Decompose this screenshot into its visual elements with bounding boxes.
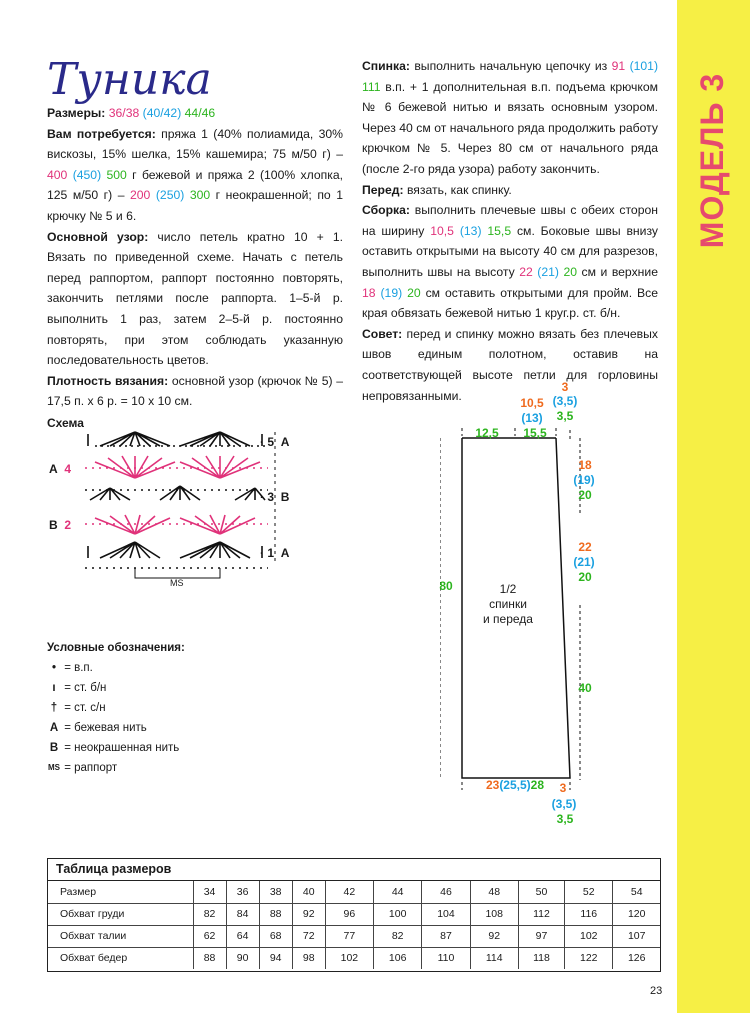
page-number: 23: [650, 985, 663, 997]
scheme-title: Схема: [47, 416, 84, 430]
table-cell: 36: [226, 881, 259, 903]
table-cell: 118: [518, 947, 564, 969]
table-cell: 114: [470, 947, 518, 969]
row-label: Обхват бедер: [48, 947, 193, 969]
dim-armhole-b: (19): [573, 473, 595, 487]
scheme-row-3: [85, 486, 268, 500]
table-cell: 104: [422, 903, 470, 925]
scheme-row-2-label: В 2: [49, 518, 72, 532]
dim-bottom: 23(25,5)28: [485, 778, 545, 792]
materials-paragraph: Вам потребуется: пряжа 1 (40% полиамида, 30% вискозы, 15% шелка, 15% кашемира; 75 м/50 г) – 400 (450) 500 г бежевой и пряжа 2 (100% хлопка, 125 м/50 г) – 200 (250) 300 г неокрашенной; по 1 крючку № 5 и 6.: [47, 126, 344, 223]
legend-item: ı = ст. б/н: [52, 682, 107, 694]
table-cell: 94: [259, 947, 292, 969]
table-cell: 120: [613, 903, 660, 925]
row-label: Размер: [48, 881, 193, 903]
scheme-row-1-label: · 1 А: [260, 546, 290, 560]
size-table-title: Таблица размеров: [48, 859, 660, 881]
table-cell: 42: [325, 881, 373, 903]
model-label: МОДЕЛЬ 3: [694, 72, 731, 248]
legend-title: Условные обозначения:: [47, 642, 185, 654]
table-cell: 82: [374, 925, 422, 947]
scheme-row-5: [88, 432, 265, 446]
table-cell: 90: [226, 947, 259, 969]
legend-item: • = в.п.: [51, 662, 93, 674]
table-cell: 110: [422, 947, 470, 969]
assembly-paragraph: Сборка: выполнить плечевые швы с обеих сторон на ширину 10,5 (13) 15,5 см. Боковые швы внизу оставить открытыми на высоту 40 см для разрезов, выполнить швы на высоту 22 (21) 20 см и верхние 18 (19) 20 см оставить открытыми для пройм. Все края обвязать бежевой нитью 1 круг.р. ст. б/н.: [362, 203, 659, 321]
legend-item: А = бежевая нить: [49, 722, 147, 734]
table-cell: 54: [613, 881, 660, 903]
legend-item: † = ст. с/н: [50, 702, 106, 714]
table-cell: 96: [325, 903, 373, 925]
table-cell: 46: [422, 881, 470, 903]
table-cell: 100: [374, 903, 422, 925]
table-cell: 88: [193, 947, 226, 969]
table-row: [48, 925, 660, 947]
scheme-row-2-pink: [85, 515, 268, 534]
repeat-bracket: [135, 568, 220, 578]
dim-slit: 40: [578, 681, 592, 695]
scheme-row-5-label: · 5 А: [260, 435, 290, 449]
table-cell: 112: [518, 903, 564, 925]
table-cell: 107: [613, 925, 660, 947]
table-cell: 38: [259, 881, 292, 903]
sizes-line: Размеры: 36/38 (40/42) 44/46: [47, 106, 216, 120]
size-table: [47, 858, 661, 972]
diagram-label: 1/2 спинки и переда: [483, 582, 533, 626]
table-cell: 116: [565, 903, 613, 925]
back-paragraph: Спинка: выполнить начальную цепочку из 91 (101) 111 в.п. + 1 дополнительная в.п. подъема крючком № 6 бежевой нитью и вязать основным узором. Через 40 см от начального ряда продолжить работу крючком № 5. Через 80 см от начального ряда (после 2-го ряда узора) работу закончить.: [362, 59, 659, 176]
table-cell: 34: [193, 881, 226, 903]
right-text-column: [362, 56, 658, 406]
table-cell: 52: [565, 881, 613, 903]
dim-side-b: (21): [573, 555, 595, 569]
legend-item: MS = раппорт: [48, 762, 118, 774]
table-cell: 64: [226, 925, 259, 947]
dim-bottom-right-c: 3,5: [556, 812, 574, 826]
table-cell: 92: [470, 925, 518, 947]
table-cell: 62: [193, 925, 226, 947]
table-row: [48, 947, 660, 969]
table-cell: 102: [565, 925, 613, 947]
table-cell: 40: [292, 881, 325, 903]
crochet-scheme: [40, 428, 360, 608]
scheme-row-4-label: А 4: [49, 462, 72, 476]
table-cell: 122: [565, 947, 613, 969]
table-cell: 44: [374, 881, 422, 903]
dim-shoulder-a: 10,5: [520, 396, 544, 410]
table-cell: 72: [292, 925, 325, 947]
row-label: Обхват талии: [48, 925, 193, 947]
dim-top-a: 3: [561, 380, 569, 394]
table-row: [48, 903, 660, 925]
row-label: Обхват груди: [48, 903, 193, 925]
table-cell: 108: [470, 903, 518, 925]
scheme-row-4-pink: [85, 456, 268, 478]
table-cell: 88: [259, 903, 292, 925]
scheme-row-1: [85, 542, 268, 568]
dim-shoulder-b: (13): [521, 411, 543, 425]
dim-height: 80: [439, 579, 453, 593]
dim-armhole-a: 18: [578, 458, 592, 472]
table-cell: 68: [259, 925, 292, 947]
dim-top-c: 3,5: [556, 409, 574, 423]
pattern-paragraph: Основной узор: число петель кратно 10 + 1. Вязать по приведенной схеме. Начать с петель перед раппортом, раппорт постоянно повторять, закончить петлями после раппорта. 1–5-й р. выполнить 1 раз, затем 2–5-й р. постоянно повторять, при этом соблюдать указанную последовательность цветов.: [47, 229, 343, 368]
dim-bottom-right-b: (3,5): [551, 797, 577, 811]
dim-neck-width: 12,5: [475, 426, 499, 440]
table-cell: 126: [613, 947, 660, 969]
repeat-label: MS: [170, 578, 184, 588]
table-cell: 92: [292, 903, 325, 925]
table-cell: 98: [292, 947, 325, 969]
table-cell: 102: [325, 947, 373, 969]
left-text-column: [47, 103, 343, 412]
table-cell: 82: [193, 903, 226, 925]
dim-bottom-right-a: 3: [559, 781, 567, 795]
table-cell: 50: [518, 881, 564, 903]
table-cell: 77: [325, 925, 373, 947]
table-cell: 84: [226, 903, 259, 925]
dim-armhole-c: 20: [578, 488, 592, 502]
table-cell: 97: [518, 925, 564, 947]
tip-paragraph: Совет: перед и спинку можно вязать без плечевых швов единым полотном, оставив на соответствующей высоте петли для горловины непровязанными.: [362, 326, 658, 403]
size-table-grid: [48, 881, 660, 969]
table-cell: 87: [422, 925, 470, 947]
dim-shoulder-c: 15,5: [523, 426, 547, 440]
dim-side-c: 20: [578, 570, 592, 584]
table-row: [48, 881, 660, 903]
density-paragraph: Плотность вязания: основной узор (крючок № 5) – 17,5 п. х 6 р. = 10 х 10 см.: [47, 373, 343, 409]
scheme-row-3-label: · 3 В: [260, 490, 290, 504]
legend: [47, 638, 185, 778]
front-paragraph: Перед: вязать, как спинку.: [362, 182, 512, 197]
legend-item: В = неокрашенная нить: [49, 742, 180, 754]
table-cell: 48: [470, 881, 518, 903]
page-title: Туника: [47, 54, 212, 105]
dim-side-a: 22: [578, 540, 592, 554]
table-cell: 106: [374, 947, 422, 969]
dim-top-b: (3,5): [552, 394, 578, 408]
